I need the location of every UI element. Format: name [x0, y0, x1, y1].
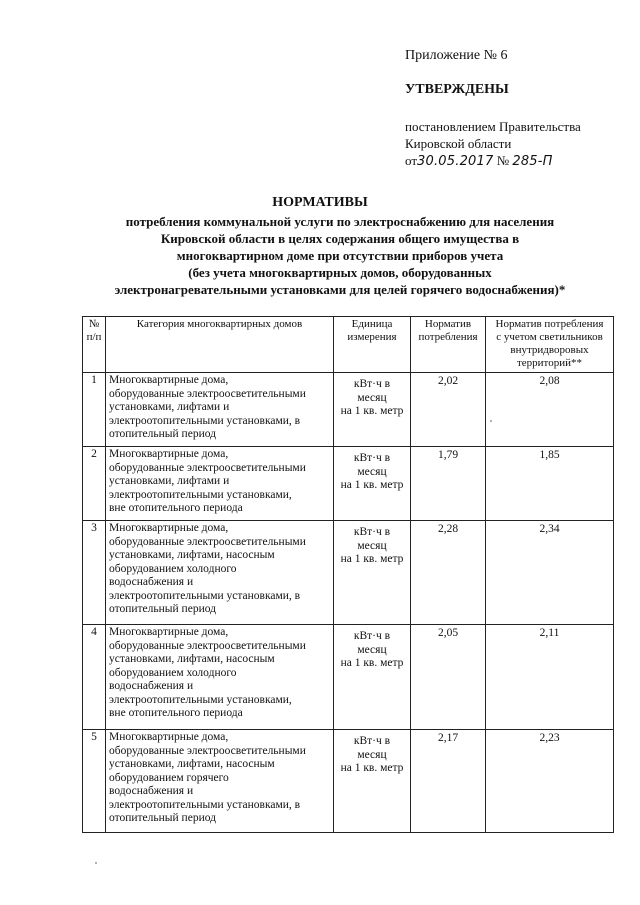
decree-line: Кировской области: [405, 136, 512, 151]
document-title: НОРМАТИВЫ: [272, 195, 368, 210]
row-category: Многоквартирные дома, оборудованные электроосветительными установками, лифтами, насосным оборудованием холодного водоснабжения и электроотопительными установками, в отопительный период: [106, 521, 334, 625]
header-norm: Норматив потребления: [411, 317, 486, 373]
row-category: Многоквартирные дома, оборудованные электроосветительными установками, лифтами и электроотопительными установками, вне отопительного периода: [106, 447, 334, 521]
decree-date: 30.05.2017: [417, 154, 494, 169]
row-norm-lights: 2,11: [486, 625, 614, 730]
row-norm-lights: 2,23: [486, 730, 614, 833]
subtitle-line: (без учета многоквартирных домов, оборудованных: [188, 265, 492, 280]
decree-number-label: №: [496, 153, 510, 168]
row-num: 4: [83, 625, 106, 730]
row-norm-lights: 1,85: [486, 447, 614, 521]
row-norm: 2,28: [411, 521, 486, 625]
decree-line: постановлением Правительства: [405, 119, 581, 134]
annex-label: Приложение № 6: [405, 48, 508, 63]
row-category: Многоквартирные дома, оборудованные электроосветительными установками, лифтами, насосным оборудованием горячего водоснабжения и электроотопительными установками, в отопительный период: [106, 730, 334, 833]
norms-table: [82, 316, 614, 833]
table-header-row: [83, 317, 614, 373]
table-row: [83, 730, 614, 833]
table-row: [83, 521, 614, 625]
row-num: 3: [83, 521, 106, 625]
subtitle-line: электронагревательными установками для целей горячего водоснабжения)*: [114, 282, 566, 297]
row-unit: кВт·ч в месяц на 1 кв. метр: [334, 625, 411, 730]
row-num: 2: [83, 447, 106, 521]
decree-reference: [405, 118, 635, 170]
subtitle-line: потребления коммунальной услуги по электроснабжению для населения: [125, 214, 555, 229]
approved-heading: УТВЕРЖДЕНЫ: [405, 82, 509, 97]
subtitle-line: многоквартирном доме при отсутствии приборов учета: [176, 248, 504, 263]
header-num: № п/п: [83, 317, 106, 373]
row-category: Многоквартирные дома, оборудованные электроосветительными установками, лифтами, насосным оборудованием холодного водоснабжения и электроотопительными установками, вне отопительного периода: [106, 625, 334, 730]
row-norm-lights: 2,34: [486, 521, 614, 625]
decree-prefix: от: [405, 153, 418, 168]
subtitle-line: Кировской области в целях содержания общего имущества в: [160, 231, 520, 246]
row-num: 1: [83, 373, 106, 447]
table-row: [83, 373, 614, 447]
scan-speck: [95, 862, 97, 864]
row-unit: кВт·ч в месяц на 1 кв. метр: [334, 447, 411, 521]
row-unit: кВт·ч в месяц на 1 кв. метр: [334, 373, 411, 447]
header-norm-lights: Норматив потребления с учетом светильников внутридворовых территорий**: [486, 317, 614, 373]
decree-date-line: [405, 152, 635, 170]
row-norm: 2,17: [411, 730, 486, 833]
row-norm: 2,05: [411, 625, 486, 730]
table-row: [83, 447, 614, 521]
row-norm: 1,79: [411, 447, 486, 521]
row-category: Многоквартирные дома, оборудованные электроосветительными установками, лифтами и электроотопительными установками, в отопительный период: [106, 373, 334, 447]
row-unit: кВт·ч в месяц на 1 кв. метр: [334, 521, 411, 625]
table-row: [83, 625, 614, 730]
row-norm: 2,02: [411, 373, 486, 447]
row-unit: кВт·ч в месяц на 1 кв. метр: [334, 730, 411, 833]
document-subtitle: [60, 213, 620, 298]
header-unit: Единица измерения: [334, 317, 411, 373]
scan-speck: [490, 420, 492, 422]
row-norm-lights: 2,08: [486, 373, 614, 447]
header-category: Категория многоквартирных домов: [106, 317, 334, 373]
row-num: 5: [83, 730, 106, 833]
decree-number: 285-П: [512, 154, 553, 169]
